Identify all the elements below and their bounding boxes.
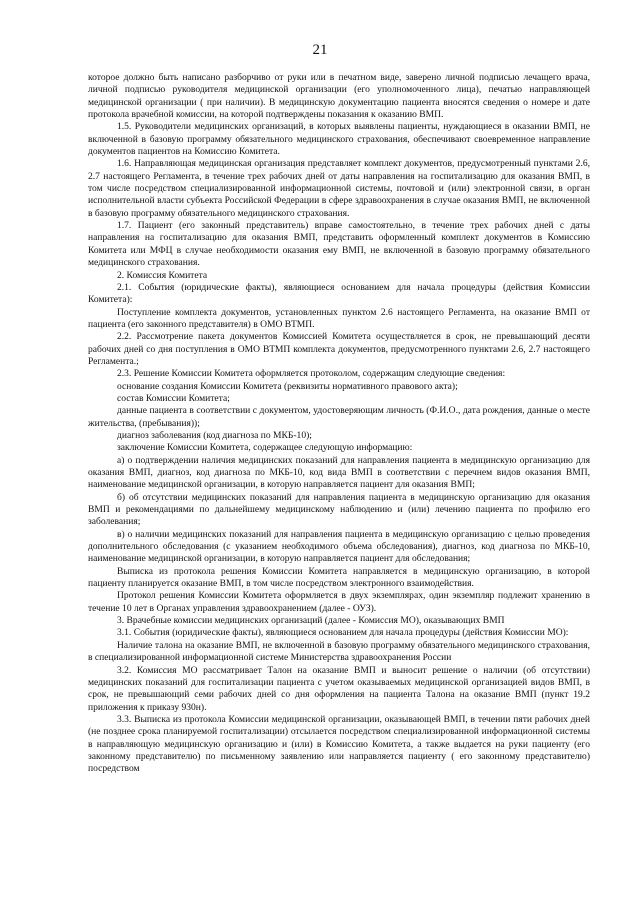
paragraph: 2.3. Решение Комиссии Комитета оформляется протоколом, содержащим следующие сведения: <box>117 368 506 380</box>
paragraph: Поступление комплекта документов, установленных пунктом 2.6 настоящего Регламента, на оказание ВМП от пациента (его законного представителя) в ОМО ВТМП. <box>88 306 590 330</box>
paragraph: 3.3. Выписка из протокола Комиссии медицинской организации, оказывающей ВМП, в течении пяти рабочих дней (не позднее срока планируемой госпитализации) отсылается посредством специализированной информационной системы в направляющую медицинскую организацию и (или) в Комиссию Комитета, а также выдается на руки пациенту (его законному представителю) по письменному заявлению или направляется пациенту ( его законному представителю) посредством <box>88 713 590 775</box>
paragraph: данные пациента в соответствии с документом, удостоверяющим личность (Ф.И.О., дата рождения, данные о месте жительства, (пребывания)); <box>88 405 590 429</box>
paragraph: в) о наличии медицинских показаний для направления пациента в медицинскую организацию с целью проведения дополнительного обследования (с указанием необходимого объема обследования), диагноз, код диагноза по МКБ-10, наименование медицинской организации, в которую направляется пациент для обследования; <box>88 528 590 565</box>
paragraph: 2.2. Рассмотрение пакета документов Комиссией Комитета осуществляется в срок, не превышающий десяти рабочих дней со дня поступления в ОМО ВТМП комплекта документов, предусмотренного пунктами 2.6, 2.7 настоящего Регламента.; <box>88 331 590 367</box>
paragraph: 3.2. Комиссия МО рассматривает Талон на оказание ВМП и выносит решение о наличии (об отсутствии) медицинских показаний для госпитализации пациента с учетом оказываемых медицинской организацией видов ВМП, в срок, не превышающий семи рабочих дней со дня оформления на пациента Талона на оказание ВМП (пункт 19.2 приложения к приказу 930н). <box>88 664 590 713</box>
paragraph: 3.1. События (юридические факты), являющиеся основанием для начала процедуры (действия Комиссии МО): <box>117 627 569 639</box>
paragraph: Выписка из протокола решения Комиссии Комитета направляется в медицинскую организацию, в которой пациенту планируется оказание ВМП, в том числе посредством электронного взаимодействия. <box>88 565 590 590</box>
page-number: 21 <box>312 42 328 58</box>
paragraph: 1.7. Пациент (его законный представитель) вправе самостоятельно, в течение трех рабочих дней с даты направления на госпитализацию для оказания ВМП, представить оформленный комплект документов в Комиссию Комитета или МФЦ в случае необходимости оказания ему ВМП, не включенной в базовую программу обязательного медицинского страхования. <box>88 220 590 269</box>
paragraph: основание создания Комиссии Комитета (реквизиты нормативного правового акта); <box>117 380 458 392</box>
paragraph: а) о подтверждении наличия медицинских показаний для направления пациента в медицинскую организацию для оказания ВМП, диагноз, код диагноза по МКБ-10, код вида ВМП в соответствии с перечнем видов оказания ВМП, наименование медицинской организации, в которую направляется пациент для оказания ВМП; <box>88 454 590 491</box>
paragraph: Протокол решения Комиссии Комитета оформляется в двух экземплярах, один экземпляр подлежит хранению в течение 10 лет в Органах управления здравоохранением (далее - ОУЗ). <box>88 590 590 614</box>
paragraph: 1.6. Направляющая медицинская организация представляет комплект документов, предусмотренный пунктами 2.6, 2.7 настоящего Регламента, в течение трех рабочих дней от даты направления на госпитализацию для оказания ВМП, в том числе посредством специализированной информационной системы, почтовой и (или) электронной связи, в орган исполнительной власти субъекта Российской Федерации в сфере здравоохранения в случае оказания ВМП, не включенной в базовую программу обязательного медицинского страхования. <box>88 158 590 219</box>
paragraph: 2.1. События (юридические факты), являющиеся основанием для начала процедуры (действия Комиссии Комитета): <box>88 281 590 306</box>
paragraph: которое должно быть написано разборчиво от руки или в печатном виде, заверено личной подписью лечащего врача, личной подписью руководителя медицинской организации (его уполномоченного лица), печатью направляющей медицинской организации ( при наличии). В медицинскую документацию пациента вносятся сведения о номере и дате протокола врачебной комиссии, на которой подтверждены показания к оказанию ВМП. <box>88 72 590 121</box>
paragraph: 2. Комиссия Комитета <box>117 269 208 281</box>
paragraph: Наличие талона на оказание ВМП, не включенной в базовую программу обязательного медицинского страхования, в специализированной информационной системе Министерства здравоохранения России <box>88 639 590 664</box>
document-body <box>88 72 590 776</box>
paragraph: 3. Врачебные комиссии медицинских организаций (далее - Комиссия МО), оказывающих ВМП <box>117 615 505 627</box>
paragraph: 1.5. Руководители медицинских организаций, в которых выявлены пациенты, нуждающиеся в оказании ВМП, не включенной в базовую программу обязательного медицинского страхования, обеспечивают своевременное направление документов пациентов на Комиссию Комитета. <box>88 121 590 158</box>
paragraph: диагноз заболевания (код диагноза по МКБ-10); <box>117 429 312 441</box>
paragraph: заключение Комиссии Комитета, содержащее следующую информацию: <box>117 442 413 454</box>
paragraph: б) об отсутствии медицинских показаний для направления пациента в медицинскую организацию для оказания ВМП и рекомендациями по дальнейшему медицинскому наблюдению и (или) лечению пациента по профилю его заболевания; <box>88 491 590 528</box>
paragraph: состав Комиссии Комитета; <box>117 392 230 404</box>
